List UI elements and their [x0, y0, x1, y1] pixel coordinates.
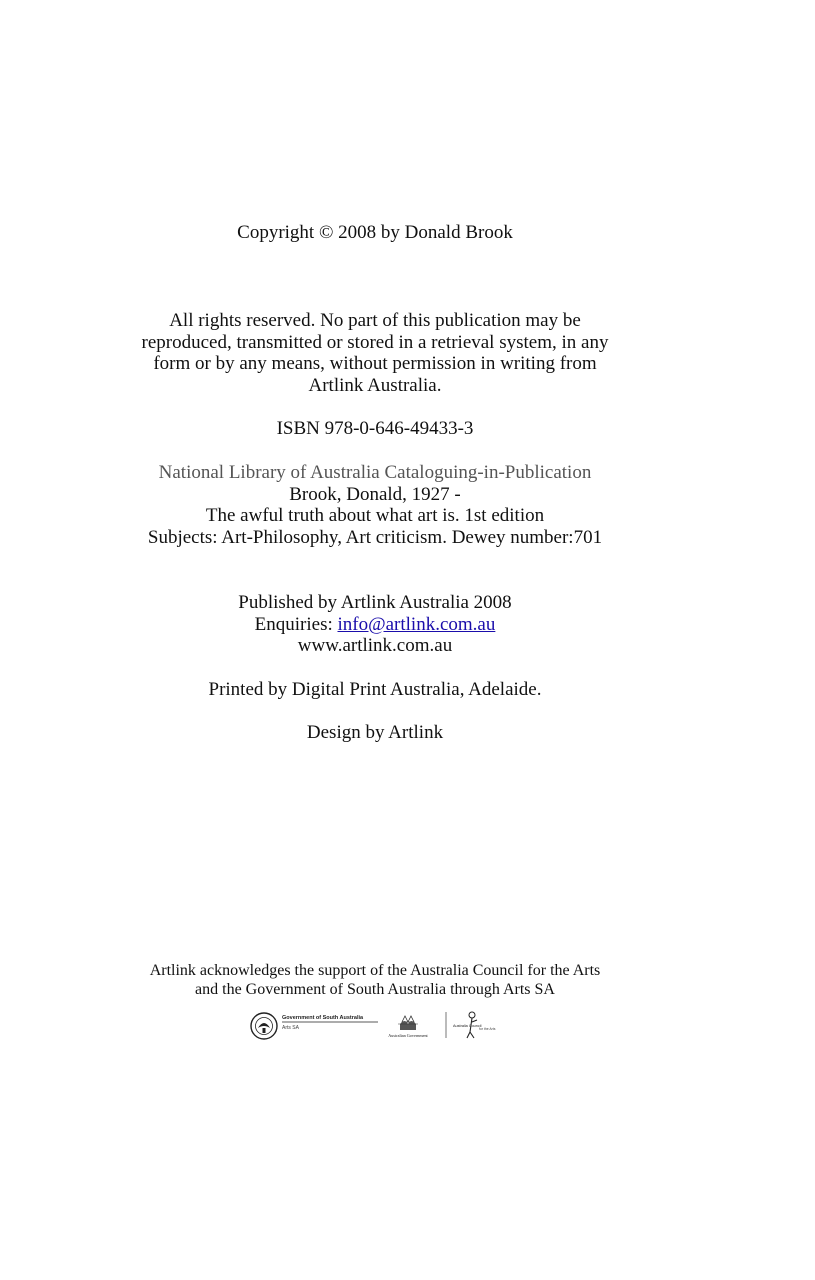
acknowledgement-line: and the Government of South Australia through Arts SA: [195, 981, 555, 998]
printer-line: Printed by Digital Print Australia, Adelaide.: [208, 679, 542, 700]
enquiries-label: Enquiries:: [254, 613, 338, 635]
cip-author: Brook, Donald, 1927 -: [289, 483, 461, 505]
council-subtext: for the Arts: [479, 1027, 496, 1031]
website-text: www.artlink.com.au: [297, 635, 453, 656]
design-credit: [0, 722, 750, 744]
australia-council-logo: [453, 1012, 496, 1038]
copyright-notice: [0, 222, 750, 244]
acknowledgement-line: Artlink acknowledges the support of the Australia Council for the Arts: [149, 962, 601, 979]
isbn-line: ISBN 978-0-646-49433-3: [276, 418, 474, 439]
rights-line: All rights reserved. No part of this publication may be: [169, 310, 581, 331]
sa-government-logo: [251, 1013, 378, 1039]
published-by: Published by Artlink Australia 2008: [238, 592, 512, 613]
email-link[interactable]: info@artlink.com.au: [337, 613, 496, 635]
rights-line: reproduced, transmitted or stored in a retrieval system, in any: [141, 331, 609, 353]
cataloguing-in-publication: [0, 462, 750, 548]
aus-gov-text: Australian Government: [388, 1033, 428, 1038]
council-text: Australia Council: [453, 1024, 482, 1028]
design-line: Design by Artlink: [306, 722, 444, 743]
isbn: [0, 418, 750, 440]
rights-line: form or by any means, without permission in writing from: [153, 353, 597, 374]
acknowledgement: [0, 961, 750, 999]
australian-government-logo: [388, 1016, 428, 1038]
copyright-line: Copyright © 2008 by Donald Brook: [237, 222, 513, 243]
cip-heading: National Library of Australia Cataloguing-in-Publication: [158, 462, 592, 483]
enquiries-line: [0, 614, 750, 636]
sa-gov-text: Government of South Australia: [282, 1015, 364, 1021]
rights-line: Artlink Australia.: [308, 374, 442, 396]
sa-gov-subtext: Arts SA: [282, 1025, 299, 1031]
publisher-info: [0, 592, 750, 657]
cip-title: The awful truth about what art is. 1st edition: [205, 505, 545, 526]
sponsor-logos: [250, 1008, 500, 1042]
rights-statement: [0, 310, 750, 396]
cip-subjects: Subjects: Art-Philosophy, Art criticism. Dewey number:701: [147, 526, 603, 548]
printer-credit: [0, 679, 750, 701]
